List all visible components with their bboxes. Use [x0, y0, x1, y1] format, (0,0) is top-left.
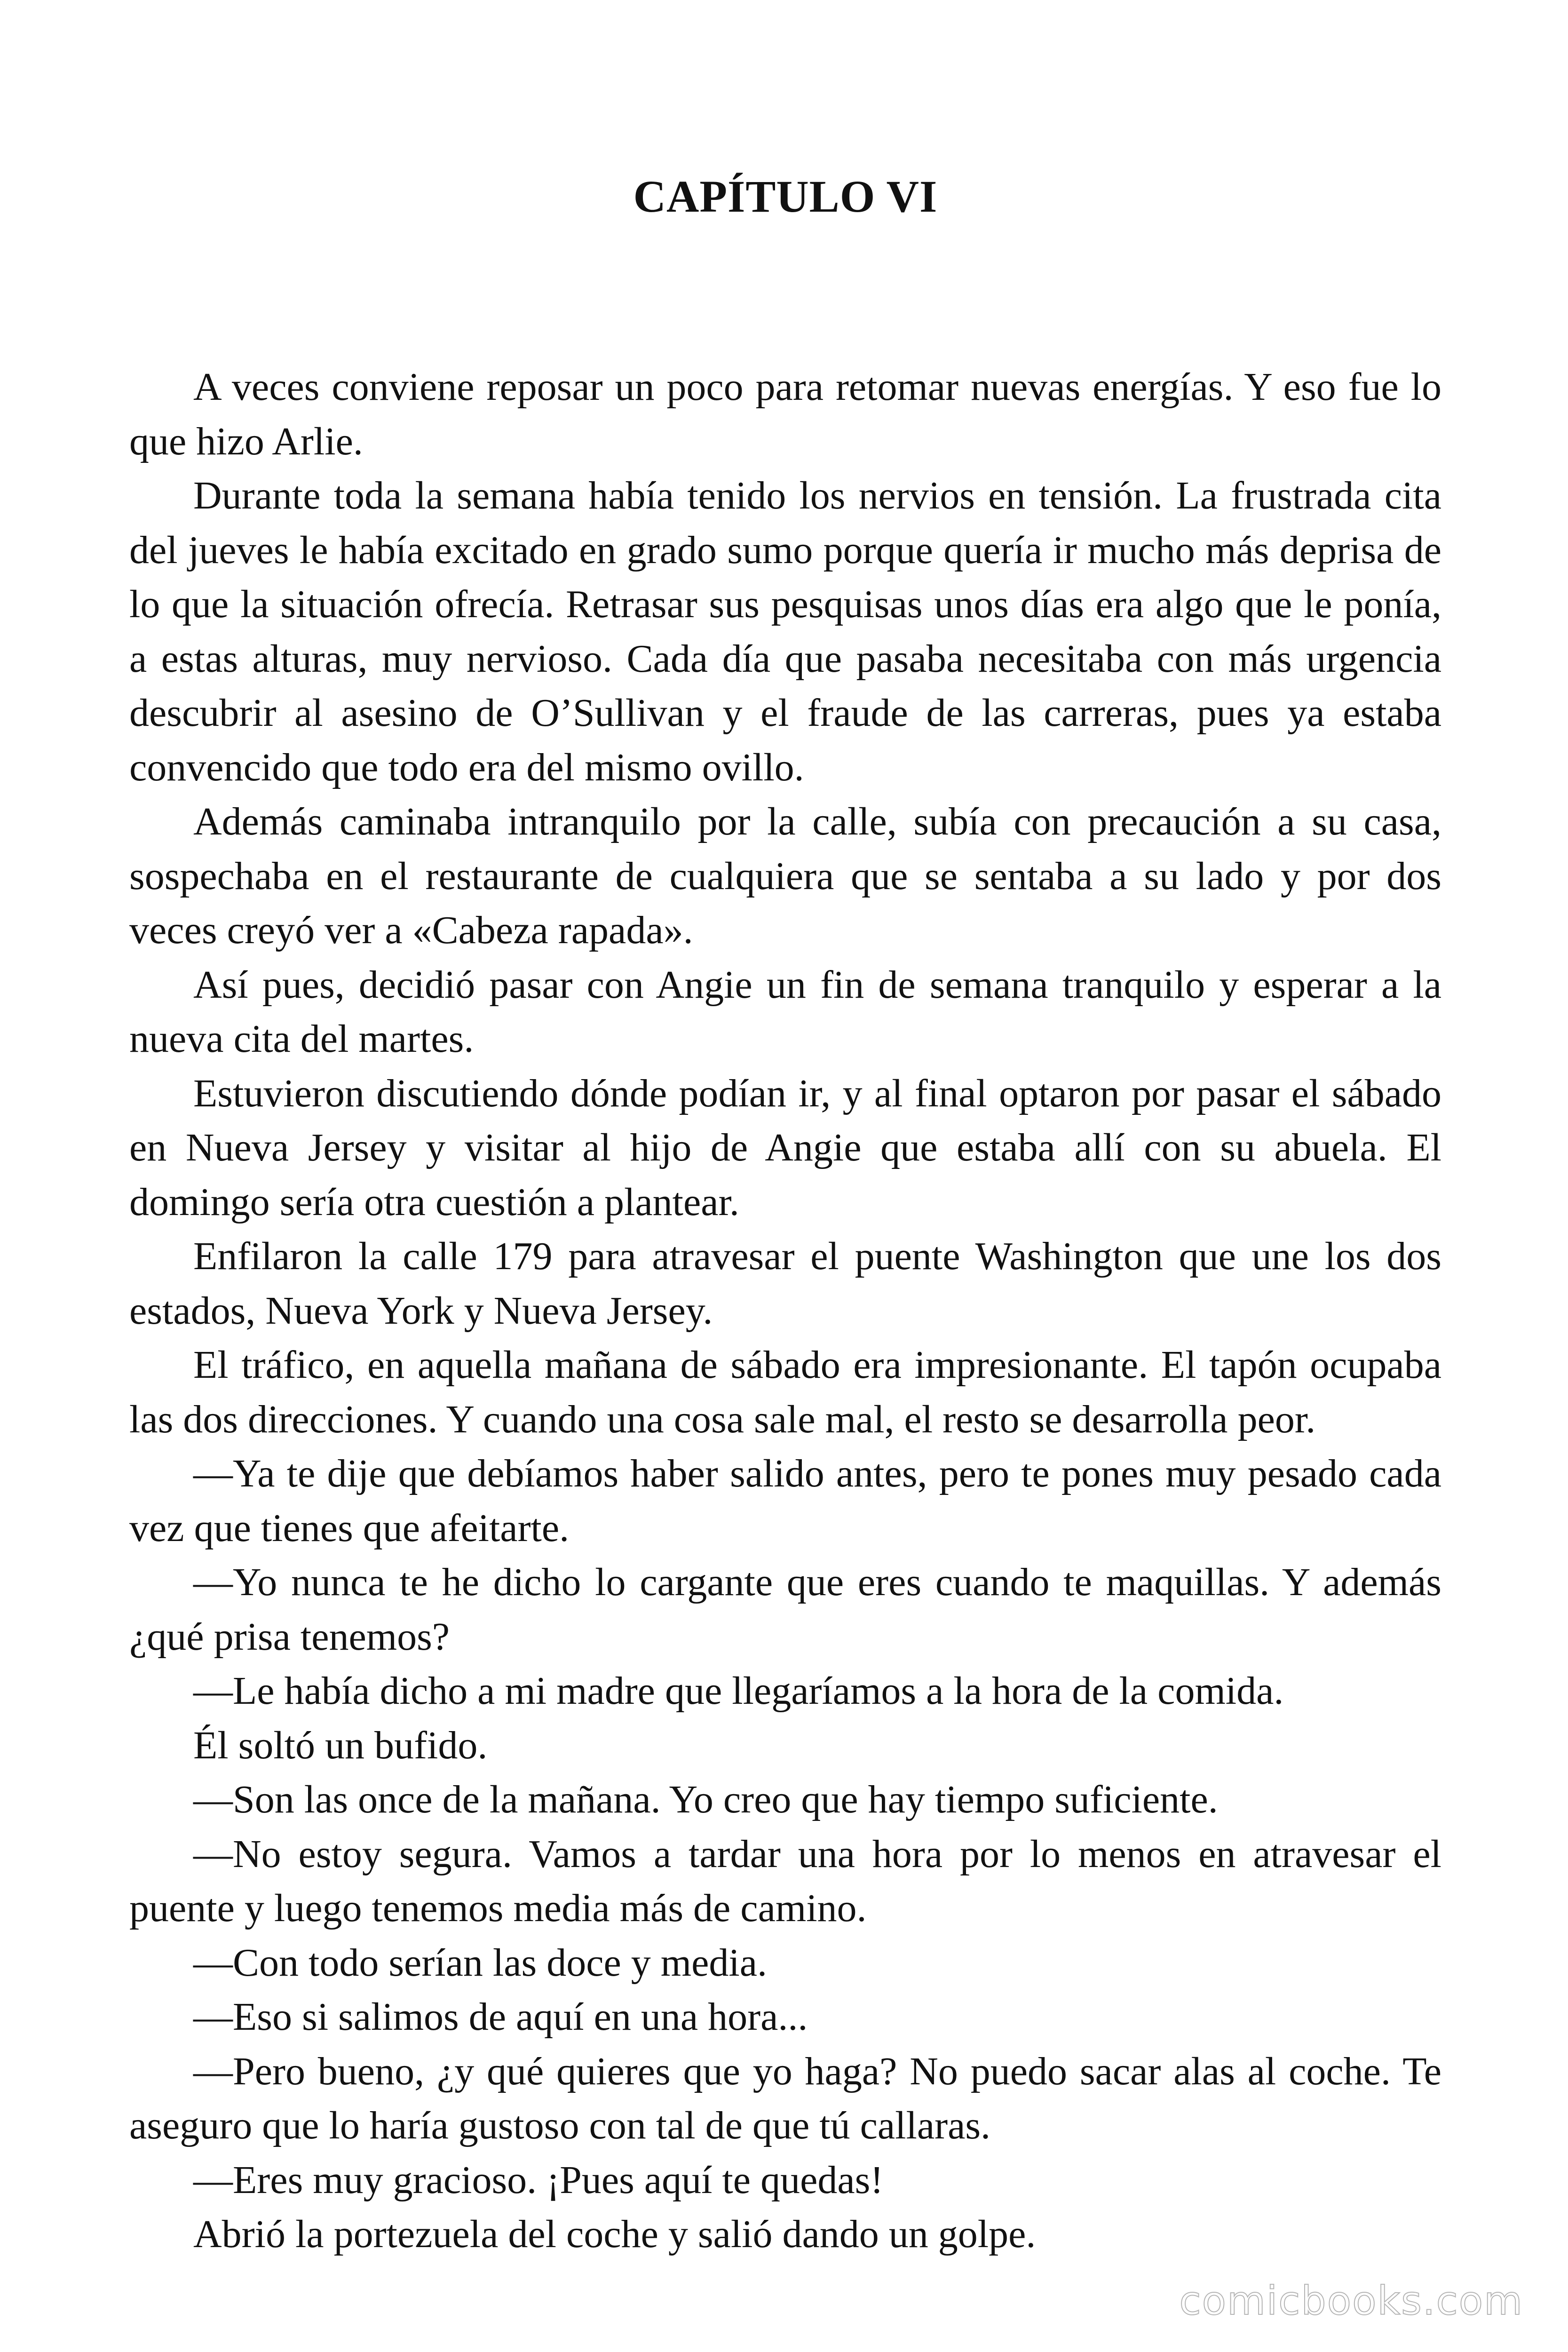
dialogue-paragraph: —Pero bueno, ¿y qué quieres que yo haga? No puedo sacar alas al coche. Te aseguro que lo haría gustoso con tal de que tú callaras. — [129, 2049, 1441, 2148]
paragraph: Así pues, decidió pasar con Angie un fin de semana tranquilo y esperar a la nueva cita del martes. — [129, 962, 1441, 1061]
dialogue-paragraph: —Ya te dije que debíamos haber salido antes, pero te pones muy pesado cada vez que tienes que afeitarte. — [129, 1452, 1441, 1550]
paragraph: Él soltó un bufido. — [193, 1723, 488, 1767]
chapter-title: CAPÍTULO VI — [633, 171, 938, 222]
dialogue-paragraph: —Son las once de la mañana. Yo creo que hay tiempo suficiente. — [193, 1778, 1218, 1822]
paragraph: Abrió la portezuela del coche y salió dando un golpe. — [193, 2212, 1036, 2257]
book-page — [129, 169, 1441, 2262]
dialogue-paragraph: —No estoy segura. Vamos a tardar una hora por lo menos en atravesar el puente y luego tenemos media más de camino. — [129, 1832, 1441, 1931]
paragraph: Además caminaba intranquilo por la calle, subía con precaución a su casa, sospechaba en el restaurante de cualquiera que se sentaba a su lado y por dos veces creyó ver a «Cabeza rapada». — [129, 800, 1441, 953]
paragraph: Durante toda la semana había tenido los nervios en tensión. La frustrada cita del jueves le había excitado en grado sumo porque quería ir mucho más deprisa de lo que la situación ofrecía. Retrasar sus pesquisas unos días era algo que le ponía, a estas alturas, muy nervioso. Cada día que pasaba necesitaba con más urgencia descubrir al asesino de O’Sullivan y el fraude de las carreras, pues ya estaba convencido que todo era del mismo ovillo. — [129, 474, 1441, 789]
dialogue-paragraph: —Le había dicho a mi madre que llegaríamos a la hora de la comida. — [193, 1669, 1284, 1713]
dialogue-paragraph: —Eres muy gracioso. ¡Pues aquí te quedas! — [193, 2158, 884, 2202]
dialogue-paragraph: —Con todo serían las doce y media. — [193, 1940, 768, 1985]
paragraph: Enfilaron la calle 179 para atravesar el puente Washington que une los dos estados, Nueva York y Nueva Jersey. — [129, 1234, 1441, 1333]
paragraph: El tráfico, en aquella mañana de sábado era impresionante. El tapón ocupaba las dos direcciones. Y cuando una cosa sale mal, el resto se desarrolla peor. — [129, 1343, 1441, 1441]
dialogue-paragraph: —Yo nunca te he dicho lo cargante que eres cuando te maquillas. Y además ¿qué prisa tenemos? — [129, 1560, 1441, 1659]
dialogue-paragraph: —Eso si salimos de aquí en una hora... — [193, 1995, 808, 2039]
chapter-body — [129, 360, 1441, 2262]
paragraph: Estuvieron discutiendo dónde podían ir, y al final optaron por pasar el sábado en Nueva Jersey y visitar al hijo de Angie que estaba allí con su abuela. El domingo sería otra cuestión a plantear. — [129, 1071, 1441, 1224]
paragraph: A veces conviene reposar un poco para retomar nuevas energías. Y eso fue lo que hizo Arlie. — [129, 365, 1441, 463]
watermark: comicbooks.com — [1179, 2278, 1523, 2324]
